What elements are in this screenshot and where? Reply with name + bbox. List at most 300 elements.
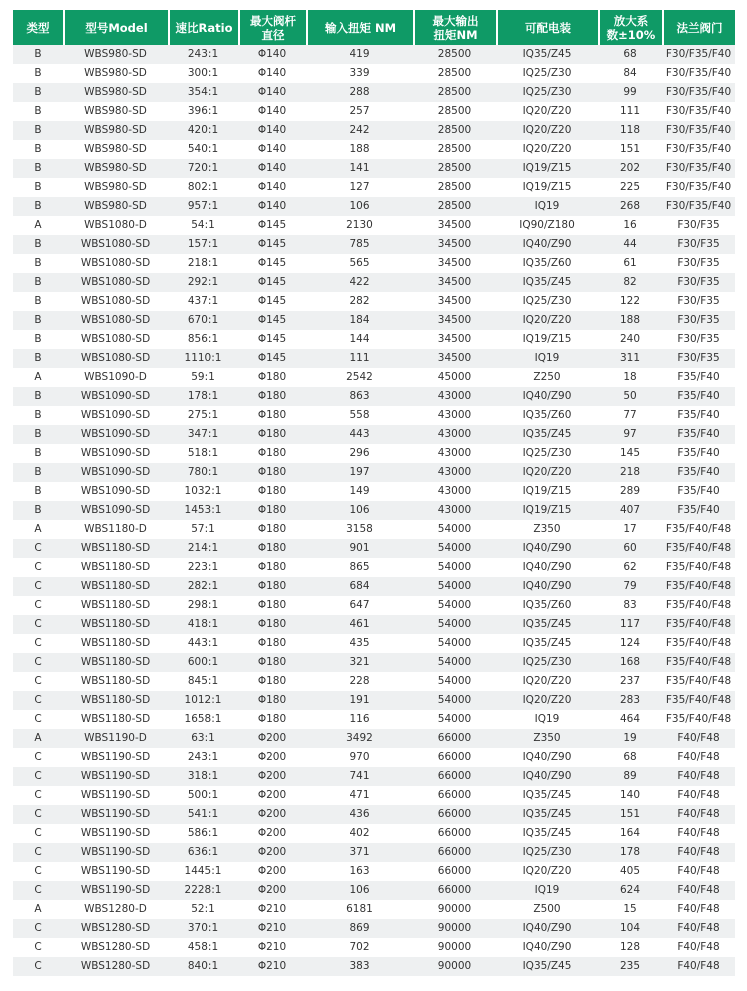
cell-input-torque: 461: [306, 615, 413, 634]
header-label-line: 最大阀杆: [250, 13, 296, 28]
cell-model: WBS1190-D: [63, 729, 168, 748]
table-row: [13, 919, 735, 938]
cell-stem-diameter: Φ180: [238, 444, 306, 463]
cell-model: WBS1190-SD: [63, 843, 168, 862]
cell-actuator: IQ19/Z15: [496, 501, 598, 520]
header-input-torque: [306, 10, 413, 45]
cell-type: B: [13, 235, 63, 254]
cell-ratio: 218:1: [168, 254, 238, 273]
cell-stem-diameter: Φ180: [238, 710, 306, 729]
table-row: [13, 824, 735, 843]
gearbox-spec-table: [13, 10, 735, 976]
cell-ratio: 437:1: [168, 292, 238, 311]
cell-flange: F35/F40: [662, 368, 735, 387]
cell-amplification: 61: [598, 254, 662, 273]
cell-actuator: IQ90/Z180: [496, 216, 598, 235]
cell-ratio: 957:1: [168, 197, 238, 216]
cell-flange: F35/F40/F48: [662, 577, 735, 596]
cell-stem-diameter: Φ180: [238, 672, 306, 691]
table-row: [13, 140, 735, 159]
cell-input-torque: 288: [306, 83, 413, 102]
cell-actuator: IQ19/Z15: [496, 178, 598, 197]
cell-amplification: 15: [598, 900, 662, 919]
cell-input-torque: 188: [306, 140, 413, 159]
table-row: [13, 64, 735, 83]
cell-amplification: 84: [598, 64, 662, 83]
cell-type: C: [13, 862, 63, 881]
cell-amplification: 83: [598, 596, 662, 615]
cell-amplification: 407: [598, 501, 662, 520]
cell-actuator: Z350: [496, 729, 598, 748]
cell-output-torque: 66000: [413, 862, 496, 881]
cell-actuator: IQ20/Z20: [496, 121, 598, 140]
cell-flange: F30/F35/F40: [662, 64, 735, 83]
cell-ratio: 600:1: [168, 653, 238, 672]
header-label-line: 扭矩NM: [433, 27, 478, 42]
cell-model: WBS1090-D: [63, 368, 168, 387]
header-label-line: 型号Model: [85, 20, 148, 35]
cell-flange: F40/F48: [662, 843, 735, 862]
cell-flange: F30/F35/F40: [662, 121, 735, 140]
cell-flange: F30/F35: [662, 311, 735, 330]
cell-output-torque: 34500: [413, 349, 496, 368]
table-row: [13, 805, 735, 824]
cell-flange: F30/F35: [662, 273, 735, 292]
cell-type: C: [13, 767, 63, 786]
cell-output-torque: 54000: [413, 653, 496, 672]
cell-actuator: IQ19/Z15: [496, 482, 598, 501]
header-label-line: 类型: [26, 20, 50, 35]
cell-stem-diameter: Φ145: [238, 235, 306, 254]
cell-flange: F30/F35: [662, 216, 735, 235]
cell-output-torque: 34500: [413, 311, 496, 330]
cell-stem-diameter: Φ145: [238, 311, 306, 330]
cell-flange: F30/F35: [662, 292, 735, 311]
cell-input-torque: 2542: [306, 368, 413, 387]
cell-type: C: [13, 710, 63, 729]
cell-actuator: IQ20/Z20: [496, 140, 598, 159]
cell-type: B: [13, 197, 63, 216]
cell-input-torque: 197: [306, 463, 413, 482]
cell-model: WBS1090-SD: [63, 463, 168, 482]
cell-stem-diameter: Φ200: [238, 729, 306, 748]
cell-stem-diameter: Φ140: [238, 159, 306, 178]
cell-type: C: [13, 957, 63, 976]
cell-actuator: IQ40/Z90: [496, 577, 598, 596]
cell-model: WBS1090-SD: [63, 444, 168, 463]
cell-actuator: IQ20/Z20: [496, 463, 598, 482]
cell-flange: F35/F40/F48: [662, 710, 735, 729]
table-row: [13, 900, 735, 919]
cell-type: B: [13, 349, 63, 368]
cell-amplification: 464: [598, 710, 662, 729]
cell-flange: F35/F40/F48: [662, 672, 735, 691]
cell-input-torque: 228: [306, 672, 413, 691]
cell-stem-diameter: Φ180: [238, 653, 306, 672]
cell-input-torque: 127: [306, 178, 413, 197]
cell-type: C: [13, 653, 63, 672]
cell-type: C: [13, 748, 63, 767]
cell-amplification: 44: [598, 235, 662, 254]
header-model: [63, 10, 168, 45]
cell-output-torque: 43000: [413, 463, 496, 482]
cell-model: WBS1280-SD: [63, 938, 168, 957]
table-header: [13, 10, 735, 45]
table-row: [13, 577, 735, 596]
cell-model: WBS980-SD: [63, 159, 168, 178]
cell-type: C: [13, 634, 63, 653]
cell-stem-diameter: Φ180: [238, 501, 306, 520]
cell-amplification: 68: [598, 748, 662, 767]
cell-amplification: 225: [598, 178, 662, 197]
table-row: [13, 102, 735, 121]
cell-ratio: 1012:1: [168, 691, 238, 710]
cell-ratio: 1658:1: [168, 710, 238, 729]
cell-output-torque: 34500: [413, 216, 496, 235]
cell-flange: F35/F40/F48: [662, 596, 735, 615]
cell-stem-diameter: Φ210: [238, 957, 306, 976]
cell-amplification: 89: [598, 767, 662, 786]
cell-flange: F30/F35/F40: [662, 45, 735, 64]
cell-model: WBS1180-SD: [63, 577, 168, 596]
cell-stem-diameter: Φ180: [238, 691, 306, 710]
cell-model: WBS1190-SD: [63, 748, 168, 767]
cell-model: WBS1180-SD: [63, 672, 168, 691]
cell-input-torque: 863: [306, 387, 413, 406]
cell-flange: F30/F35/F40: [662, 159, 735, 178]
cell-model: WBS980-SD: [63, 83, 168, 102]
cell-output-torque: 90000: [413, 900, 496, 919]
cell-stem-diameter: Φ145: [238, 292, 306, 311]
cell-ratio: 541:1: [168, 805, 238, 824]
cell-actuator: IQ20/Z20: [496, 102, 598, 121]
cell-model: WBS1180-SD: [63, 615, 168, 634]
table-row: [13, 216, 735, 235]
cell-ratio: 518:1: [168, 444, 238, 463]
cell-output-torque: 43000: [413, 482, 496, 501]
cell-stem-diameter: Φ140: [238, 178, 306, 197]
cell-type: B: [13, 178, 63, 197]
cell-model: WBS1080-SD: [63, 349, 168, 368]
table-row: [13, 672, 735, 691]
cell-stem-diameter: Φ210: [238, 919, 306, 938]
cell-model: WBS1080-SD: [63, 311, 168, 330]
table-row: [13, 235, 735, 254]
cell-amplification: 82: [598, 273, 662, 292]
table-row: [13, 558, 735, 577]
cell-flange: F35/F40: [662, 463, 735, 482]
cell-flange: F30/F35: [662, 349, 735, 368]
cell-type: B: [13, 425, 63, 444]
cell-actuator: IQ40/Z90: [496, 539, 598, 558]
cell-stem-diameter: Φ180: [238, 368, 306, 387]
cell-type: B: [13, 273, 63, 292]
header-max-stem-diameter: [238, 10, 306, 45]
cell-input-torque: 3158: [306, 520, 413, 539]
cell-stem-diameter: Φ180: [238, 520, 306, 539]
cell-model: WBS980-SD: [63, 45, 168, 64]
cell-type: A: [13, 368, 63, 387]
cell-ratio: 418:1: [168, 615, 238, 634]
cell-flange: F35/F40: [662, 406, 735, 425]
cell-type: C: [13, 938, 63, 957]
cell-actuator: IQ35/Z45: [496, 634, 598, 653]
cell-type: B: [13, 254, 63, 273]
cell-output-torque: 66000: [413, 843, 496, 862]
cell-actuator: IQ20/Z20: [496, 862, 598, 881]
cell-amplification: 202: [598, 159, 662, 178]
table-row: [13, 197, 735, 216]
cell-actuator: IQ40/Z90: [496, 235, 598, 254]
cell-actuator: IQ35/Z60: [496, 406, 598, 425]
cell-model: WBS980-SD: [63, 197, 168, 216]
cell-input-torque: 422: [306, 273, 413, 292]
cell-input-torque: 901: [306, 539, 413, 558]
cell-ratio: 63:1: [168, 729, 238, 748]
table-row: [13, 254, 735, 273]
cell-amplification: 97: [598, 425, 662, 444]
table-row: [13, 387, 735, 406]
cell-output-torque: 66000: [413, 729, 496, 748]
cell-type: C: [13, 596, 63, 615]
cell-amplification: 62: [598, 558, 662, 577]
header-label-line: 直径: [261, 27, 285, 42]
table-row: [13, 444, 735, 463]
table-row: [13, 843, 735, 862]
header-label-line: 输入扭矩 NM: [324, 20, 397, 35]
cell-flange: F40/F48: [662, 881, 735, 900]
cell-model: WBS1180-SD: [63, 710, 168, 729]
cell-type: C: [13, 615, 63, 634]
cell-input-torque: 436: [306, 805, 413, 824]
cell-flange: F35/F40/F48: [662, 539, 735, 558]
cell-input-torque: 558: [306, 406, 413, 425]
cell-input-torque: 141: [306, 159, 413, 178]
table-row: [13, 520, 735, 539]
cell-type: B: [13, 102, 63, 121]
table-row: [13, 273, 735, 292]
cell-ratio: 54:1: [168, 216, 238, 235]
cell-input-torque: 339: [306, 64, 413, 83]
cell-stem-diameter: Φ180: [238, 634, 306, 653]
cell-type: A: [13, 520, 63, 539]
cell-flange: F30/F35/F40: [662, 197, 735, 216]
cell-ratio: 214:1: [168, 539, 238, 558]
cell-stem-diameter: Φ200: [238, 843, 306, 862]
table-row: [13, 881, 735, 900]
cell-ratio: 275:1: [168, 406, 238, 425]
cell-amplification: 16: [598, 216, 662, 235]
cell-input-torque: 296: [306, 444, 413, 463]
table-body: [13, 45, 735, 976]
cell-stem-diameter: Φ140: [238, 121, 306, 140]
cell-model: WBS1080-SD: [63, 292, 168, 311]
cell-type: C: [13, 805, 63, 824]
cell-amplification: 624: [598, 881, 662, 900]
cell-actuator: IQ19: [496, 197, 598, 216]
cell-ratio: 157:1: [168, 235, 238, 254]
cell-type: C: [13, 786, 63, 805]
cell-amplification: 178: [598, 843, 662, 862]
cell-ratio: 1445:1: [168, 862, 238, 881]
table-row: [13, 786, 735, 805]
cell-output-torque: 54000: [413, 577, 496, 596]
cell-input-torque: 443: [306, 425, 413, 444]
cell-type: C: [13, 691, 63, 710]
cell-flange: F30/F35: [662, 235, 735, 254]
cell-stem-diameter: Φ140: [238, 102, 306, 121]
cell-output-torque: 43000: [413, 444, 496, 463]
cell-amplification: 140: [598, 786, 662, 805]
cell-model: WBS1190-SD: [63, 824, 168, 843]
cell-stem-diameter: Φ200: [238, 881, 306, 900]
cell-stem-diameter: Φ145: [238, 349, 306, 368]
cell-ratio: 500:1: [168, 786, 238, 805]
cell-model: WBS1190-SD: [63, 881, 168, 900]
cell-output-torque: 43000: [413, 406, 496, 425]
cell-input-torque: 111: [306, 349, 413, 368]
table-row: [13, 121, 735, 140]
cell-ratio: 540:1: [168, 140, 238, 159]
cell-ratio: 354:1: [168, 83, 238, 102]
cell-ratio: 300:1: [168, 64, 238, 83]
table-row: [13, 501, 735, 520]
cell-input-torque: 471: [306, 786, 413, 805]
cell-amplification: 168: [598, 653, 662, 672]
header-ratio: [168, 10, 238, 45]
cell-actuator: Z500: [496, 900, 598, 919]
cell-ratio: 178:1: [168, 387, 238, 406]
cell-actuator: IQ25/Z30: [496, 653, 598, 672]
cell-output-torque: 34500: [413, 235, 496, 254]
cell-flange: F35/F40: [662, 501, 735, 520]
cell-input-torque: 419: [306, 45, 413, 64]
table-row: [13, 748, 735, 767]
cell-flange: F40/F48: [662, 862, 735, 881]
cell-output-torque: 43000: [413, 425, 496, 444]
cell-actuator: IQ19/Z15: [496, 330, 598, 349]
table-row: [13, 938, 735, 957]
cell-ratio: 223:1: [168, 558, 238, 577]
cell-stem-diameter: Φ180: [238, 463, 306, 482]
cell-model: WBS1180-SD: [63, 691, 168, 710]
cell-flange: F40/F48: [662, 805, 735, 824]
cell-actuator: IQ35/Z45: [496, 273, 598, 292]
cell-type: C: [13, 843, 63, 862]
cell-type: C: [13, 558, 63, 577]
cell-stem-diameter: Φ140: [238, 83, 306, 102]
cell-output-torque: 90000: [413, 938, 496, 957]
cell-output-torque: 43000: [413, 387, 496, 406]
cell-amplification: 268: [598, 197, 662, 216]
cell-type: B: [13, 121, 63, 140]
cell-model: WBS980-SD: [63, 121, 168, 140]
cell-model: WBS1080-SD: [63, 330, 168, 349]
cell-amplification: 122: [598, 292, 662, 311]
cell-amplification: 117: [598, 615, 662, 634]
cell-flange: F35/F40/F48: [662, 691, 735, 710]
cell-output-torque: 66000: [413, 786, 496, 805]
cell-actuator: IQ25/Z30: [496, 444, 598, 463]
cell-output-torque: 66000: [413, 824, 496, 843]
cell-type: B: [13, 387, 63, 406]
cell-ratio: 347:1: [168, 425, 238, 444]
cell-stem-diameter: Φ200: [238, 824, 306, 843]
cell-output-torque: 34500: [413, 254, 496, 273]
table-row: [13, 634, 735, 653]
cell-output-torque: 34500: [413, 330, 496, 349]
cell-stem-diameter: Φ200: [238, 862, 306, 881]
cell-ratio: 298:1: [168, 596, 238, 615]
cell-flange: F40/F48: [662, 824, 735, 843]
cell-amplification: 104: [598, 919, 662, 938]
cell-flange: F35/F40: [662, 387, 735, 406]
cell-input-torque: 106: [306, 501, 413, 520]
cell-actuator: IQ35/Z60: [496, 254, 598, 273]
cell-actuator: IQ19: [496, 710, 598, 729]
cell-amplification: 124: [598, 634, 662, 653]
cell-output-torque: 45000: [413, 368, 496, 387]
cell-actuator: IQ40/Z90: [496, 767, 598, 786]
header-row: [13, 10, 735, 45]
cell-flange: F35/F40/F48: [662, 653, 735, 672]
cell-stem-diameter: Φ200: [238, 805, 306, 824]
cell-model: WBS980-SD: [63, 102, 168, 121]
header-amplification-factor: [598, 10, 662, 45]
cell-output-torque: 66000: [413, 748, 496, 767]
cell-input-torque: 163: [306, 862, 413, 881]
cell-stem-diameter: Φ210: [238, 938, 306, 957]
cell-stem-diameter: Φ180: [238, 539, 306, 558]
cell-type: C: [13, 539, 63, 558]
cell-model: WBS1180-SD: [63, 634, 168, 653]
cell-actuator: IQ25/Z30: [496, 843, 598, 862]
cell-input-torque: 435: [306, 634, 413, 653]
cell-actuator: IQ40/Z90: [496, 938, 598, 957]
cell-amplification: 218: [598, 463, 662, 482]
cell-flange: F40/F48: [662, 900, 735, 919]
cell-amplification: 188: [598, 311, 662, 330]
cell-actuator: IQ35/Z45: [496, 786, 598, 805]
cell-model: WBS1180-SD: [63, 539, 168, 558]
cell-flange: F35/F40/F48: [662, 520, 735, 539]
cell-type: B: [13, 330, 63, 349]
cell-input-torque: 2130: [306, 216, 413, 235]
cell-model: WBS1280-SD: [63, 957, 168, 976]
cell-type: C: [13, 919, 63, 938]
cell-actuator: IQ20/Z20: [496, 691, 598, 710]
cell-actuator: IQ35/Z45: [496, 957, 598, 976]
cell-input-torque: 565: [306, 254, 413, 273]
cell-amplification: 99: [598, 83, 662, 102]
cell-stem-diameter: Φ180: [238, 558, 306, 577]
cell-input-torque: 106: [306, 197, 413, 216]
cell-model: WBS1080-SD: [63, 254, 168, 273]
cell-flange: F30/F35/F40: [662, 178, 735, 197]
cell-stem-diameter: Φ200: [238, 786, 306, 805]
cell-input-torque: 257: [306, 102, 413, 121]
cell-input-torque: 184: [306, 311, 413, 330]
table-row: [13, 311, 735, 330]
cell-output-torque: 54000: [413, 672, 496, 691]
cell-actuator: IQ35/Z45: [496, 425, 598, 444]
cell-ratio: 802:1: [168, 178, 238, 197]
cell-amplification: 118: [598, 121, 662, 140]
spec-table-container: [13, 10, 735, 976]
table-row: [13, 615, 735, 634]
cell-input-torque: 702: [306, 938, 413, 957]
cell-ratio: 636:1: [168, 843, 238, 862]
